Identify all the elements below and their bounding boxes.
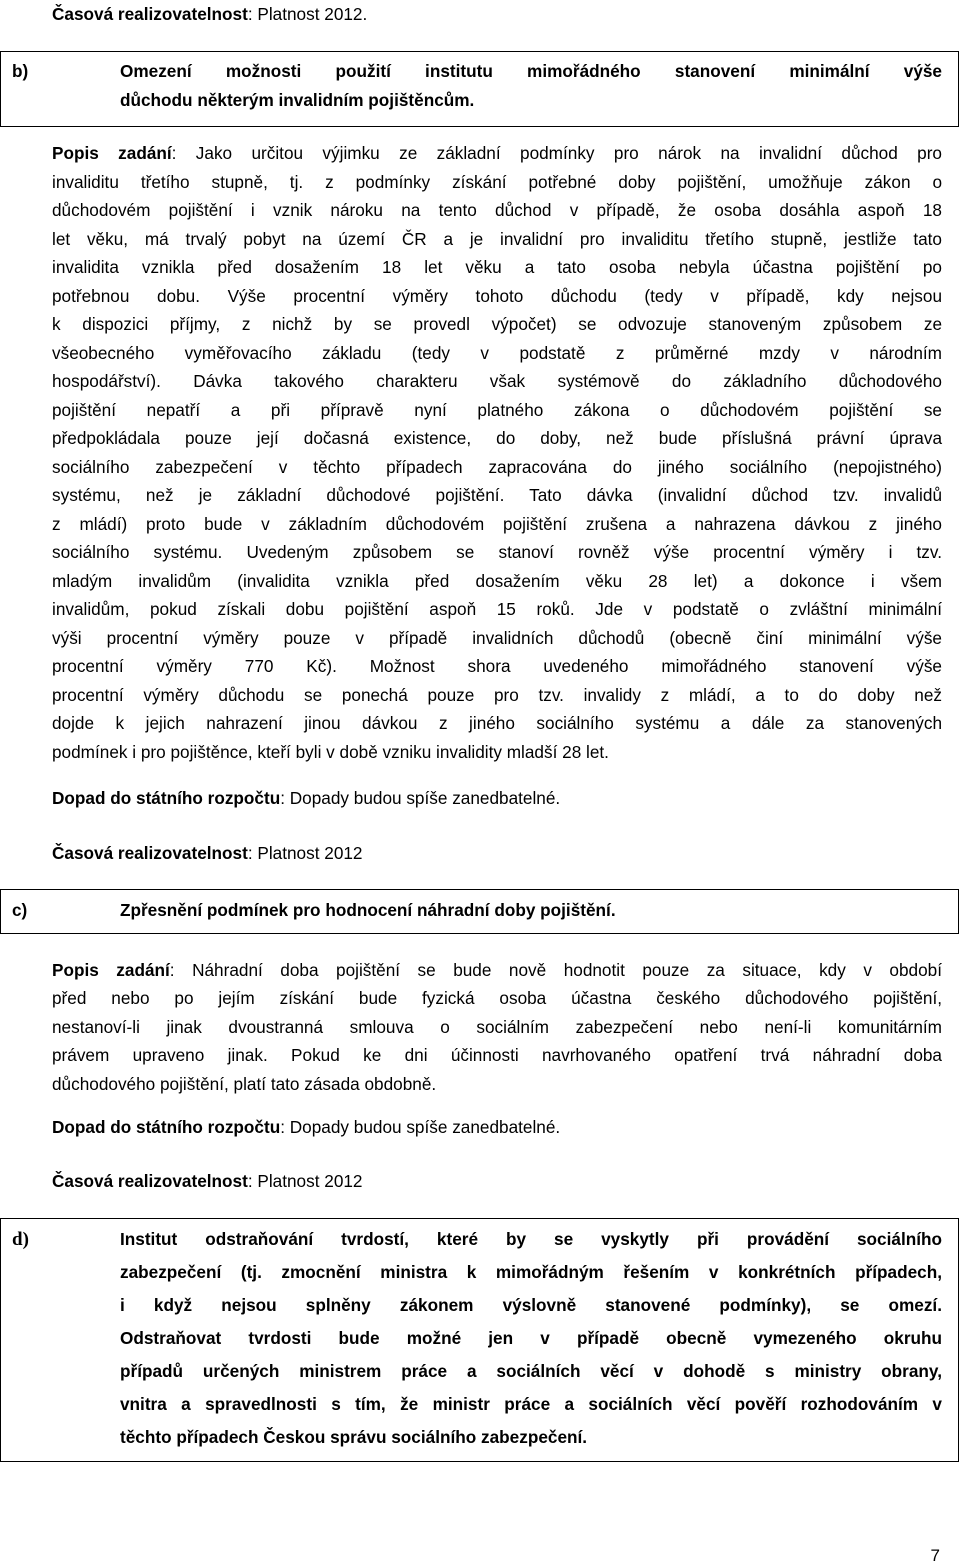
section-b-dopad: [52, 788, 560, 809]
section-d-heading-line: zabezpečení (tj. zmocnění ministra k mimořádným řešením v konkrétních případech,: [120, 1262, 942, 1282]
section-d-heading-line: těchto případech Českou správu sociálního zabezpečení.: [120, 1427, 588, 1447]
section-b-body-line: sociálního zabezpečení v těchto případech zapracována do jiného sociálního (nepojistného): [52, 457, 942, 477]
section-c-body-line: před nebo po jejím získání bude fyzická osoba účastna českého důchodového pojištění,: [52, 988, 942, 1008]
section-c-heading: Zpřesnění podmínek pro hodnocení náhradní doby pojištění.: [120, 900, 616, 920]
section-b-body-line: pojištění nepatří a při přípravě nyní platného zákona o důchodovém pojištění se: [52, 400, 942, 420]
section-b-body-line: [52, 143, 942, 164]
section-b-body-line: mladým invalidům (invalidita vznikla před dosažením věku 28 let) a dokonce i všem: [52, 571, 942, 591]
section-b-body-line: všeobecného vyměřovacího základu (tedy v podstatě z průměrné mzdy v národním: [52, 343, 942, 363]
section-b-body-line: systému, než je základní důchodové pojištění. Tato dávka (invalidní důchod tzv. invalidů: [52, 485, 942, 505]
dopad-value: : Dopady budou spíše zanedbatelné.: [280, 788, 561, 808]
section-c-realizovatelnost: [52, 1171, 363, 1192]
section-c-marker: c): [12, 900, 28, 920]
cas-value: : Platnost 2012: [247, 1171, 363, 1191]
value: : Platnost 2012.: [247, 4, 368, 24]
section-b-heading-line: Omezení možnosti použití institutu mimořádného stanovení minimální výše: [120, 61, 942, 81]
dopad-label: Dopad do státního rozpočtu: [52, 788, 281, 808]
popis-text: : Náhradní doba pojištění se bude nově hodnotit pouze za situace, kdy v období: [169, 960, 942, 980]
section-d-heading-line: Institut odstraňování tvrdostí, které by se vyskytly při provádění sociálního: [120, 1229, 942, 1249]
section-b-body-line: z mládí) proto bude v základním důchodovém pojištění zrušena a nahrazena dávkou z jiného: [52, 514, 942, 534]
section-d-heading-line: Odstraňovat tvrdosti bude možné jen v případě obecně vymezeného okruhu: [120, 1328, 942, 1348]
section-d-heading-line: případů určených ministrem práce a sociálních věcí v dohodě s ministry obrany,: [120, 1361, 942, 1381]
section-b-body-line: invaliditu třetího stupně, tj. z podmínky získání potřebné doby pojištění, umožňuje zákon o: [52, 172, 942, 192]
section-b-realizovatelnost: [52, 843, 363, 864]
popis-label: Popis zadání: [52, 960, 170, 980]
section-b-body-line: invalidům, pokud získali dobu pojištění aspoň 15 roků. Jde v podstatě o zvláštní minimální: [52, 599, 942, 619]
section-b-body-line: k dispozici příjmy, z nichž by se provedl výpočet) se odvozuje stanoveným způsobem ze: [52, 314, 942, 334]
dopad-value: : Dopady budou spíše zanedbatelné.: [280, 1117, 561, 1137]
cas-value: : Platnost 2012: [247, 843, 363, 863]
page-number: 7: [930, 1546, 940, 1565]
section-b-body-line: sociálního systému. Uvedeným způsobem se stanoví rovněž výše procentní výměry i tzv.: [52, 542, 942, 562]
section-c-body-line: právem upraveno jinak. Pokud ke dni účinnosti navrhovaného opatření trvá náhradní doba: [52, 1045, 942, 1065]
section-c-body-line: důchodového pojištění, platí tato zásada obdobně.: [52, 1074, 437, 1094]
section-b-marker: b): [12, 61, 29, 81]
section-d-heading-line: vnitra a spravedlnosti s tím, že ministr práce a sociálních věcí pověří rozhodováním v: [120, 1394, 942, 1414]
section-b-body-line: podmínek i pro pojištěnce, kteří byli v době vzniku invalidity mladší 28 let.: [52, 742, 609, 762]
section-b-body-line: procentní výměry důchodu se ponechá pouze pro tzv. invalidy z mládí, a to do doby než: [52, 685, 942, 705]
section-d-heading-line: i když nejsou splněny zákonem výslovně stanovené podmínky), se omezí.: [120, 1295, 942, 1315]
section-d-marker: d): [12, 1229, 29, 1250]
section-b-body-line: předpokládala pouze její dočasná existence, do doby, než bude příslušná právní úprava: [52, 428, 942, 448]
label: Časová realizovatelnost: [52, 4, 248, 24]
section-b-body-line: potřebnou dobu. Výše procentní výměry tohoto důchodu (tedy v případě, kdy nejsou: [52, 286, 942, 306]
cas-label: Časová realizovatelnost: [52, 843, 248, 863]
section-b-body-line: dojde k jejich nahrazení jinou dávkou z jiného sociálního systému a dále za stanovených: [52, 713, 942, 733]
section-c-dopad: [52, 1117, 560, 1138]
section-b-body-line: let věku, má trvalý pobyt na území ČR a je invalidní pro invaliditu třetího stupně, jestliže tato: [52, 229, 942, 249]
section-b-body-line: důchodovém pojištění i vznik nároku na tento důchod v případě, že osoba dosáhla aspoň 18: [52, 200, 942, 220]
cas-label: Časová realizovatelnost: [52, 1171, 248, 1191]
popis-label: Popis zadání: [52, 143, 172, 163]
section-b-heading-line: důchodu některým invalidním pojištěncům.: [120, 90, 475, 110]
section-c-body-line: [52, 960, 942, 981]
section-b-body-line: procentní výměry 770 Kč). Možnost shora uvedeného mimořádného stanovení výše: [52, 656, 942, 676]
dopad-label: Dopad do státního rozpočtu: [52, 1117, 281, 1137]
section-b-body-line: invalidita vznikla před dosažením 18 let věku a tato osoba nebyla účastna pojištění po: [52, 257, 942, 277]
section-b-body-line: hospodářství). Dávka takového charakteru však systémově do základního důchodového: [52, 371, 942, 391]
top-realizovatelnost: [52, 4, 367, 25]
section-b-body-line: výši procentní výměry pouze v případě invalidních důchodů (obecně činí minimální výše: [52, 628, 942, 648]
section-c-body-line: nestanoví-li jinak dvoustranná smlouva o sociálním zabezpečení nebo není-li komunitárním: [52, 1017, 942, 1037]
popis-text: : Jako určitou výjimku ze základní podmínky pro nárok na invalidní důchod pro: [171, 143, 942, 163]
